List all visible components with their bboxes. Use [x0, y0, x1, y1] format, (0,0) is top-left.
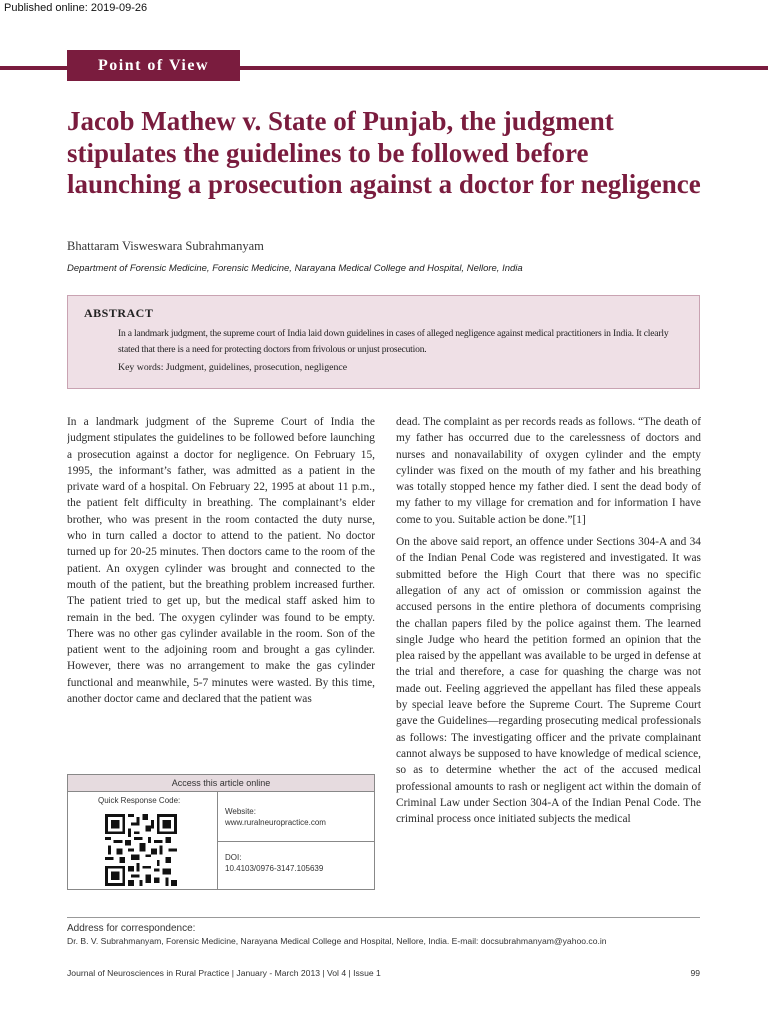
abstract-keywords: Key words: Judgment, guidelines, prosecution, negligence [118, 362, 348, 373]
page-number: 99 [690, 968, 700, 978]
doi-label: DOI: [225, 853, 242, 862]
body-paragraph: In a landmark judgment of the Supreme Court of India the judgment stipulates the guidelines to be followed before launching a prosecution against a doctor for negligence. On February 15, 1995, the informant’s father, was admitted as a patient in the private ward of a hospital. On February 22, 1995 at about 11 p.m., the patient felt difficulty in breathing. The complainant’s elder brother, who was present in the room contacted the duty nurse, who in turn called a doctor to attend to the patient. No doctor turned up for 20-25 minutes. Then doctors came to the room of the patient. An oxygen cylinder was brought and connected to the mouth of the patient, but the breathing problem increased further. The patient tried to get up, but the medical staff asked him to remain in the bed. The oxygen cylinder was found to be empty. There was no other gas cylinder available in the room. Son of the patient went to the adjoining room and brought a gas cylinder. However, there was no arrangement to make the gas cylinder functional and meanwhile, 5-7 minutes were wasted. By this time, another doctor came and declared that the patient was [67, 416, 375, 706]
access-online-box [67, 774, 375, 890]
body-left-column [67, 414, 375, 766]
author-affiliation: Department of Forensic Medicine, Forensic Medicine, Narayana Medical College and Hospital, Nellore, India [67, 263, 523, 274]
correspondence-text: Dr. B. V. Subrahmanyam, Forensic Medicine, Narayana Medical College and Hospital, Nellore, India. E-mail: docsubrahmanyam@yahoo.co.in [67, 936, 607, 946]
abstract-text: In a landmark judgment, the supreme court of India laid down guidelines in cases of alleged negligence against medical practitioners in India. It clearly stated that there is a need for protecting doctors from frivolous or unjust prosecution. [118, 328, 669, 355]
journal-info: Journal of Neurosciences in Rural Practice | January - March 2013 | Vol 4 | Issue 1 [67, 968, 381, 978]
website-label: Website: [225, 807, 256, 816]
correspondence-heading: Address for correspondence: [67, 923, 196, 934]
page-footer [67, 968, 700, 978]
section-label: Point of View [67, 50, 240, 81]
author-name: Bhattaram Visweswara Subrahmanyam [67, 239, 264, 253]
doi-value[interactable]: 10.4103/0976-3147.105639 [225, 864, 324, 873]
body-paragraph: On the above said report, an offence under Sections 304-A and 34 of the Indian Penal Code was registered and investigated. It was submitted before the High Court that there was no specific allegation of any act of omission or commission against the accused persons in the entire plethora of documents comprising the challan papers filed by the police against them. The learned single Judge who heard the petition formed an opinion that the plea raised by the appellant was available to be urged in defense at the trial and therefore, a case for quashing the charge was not made out. Feeling aggrieved the appellant has filed these appeals by special leave before the Supreme Court. The Supreme Court gave the Guidelines—regarding prosecuting medical professionals as follows: The investigating officer and the private complainant cannot always be supposed to have knowledge of medical science, so as to determine whether the act of the accused medical professional amounts to rash or negligent act within the domain of Criminal Law under Section 304-A of the Indian Penal Code. The criminal process once initiated subjects the medical [396, 536, 701, 826]
article-title: Jacob Mathew v. State of Punjab, the judgment stipulates the guidelines to be followed before launching a prosecution against a doctor for negligence [67, 106, 701, 199]
abstract-heading: ABSTRACT [84, 306, 154, 320]
website-link[interactable]: www.ruralneuropractice.com [225, 818, 326, 827]
qr-cell [68, 792, 218, 889]
abstract-box [67, 295, 700, 389]
correspondence-rule [67, 917, 700, 918]
access-heading: Access this article online [68, 775, 374, 792]
body-paragraph: dead. The complaint as per records reads as follows. “The death of my father has occurred due to the carelessness of doctors and nurses and nonavailability of oxygen cylinder and the empty cylinder was fixed on the mouth of my father and his breathing was totally stopped hence my father died. I sent the dead body of my father to my village for cremation and for information I have come to you. Suitable action be done.”[1] [396, 416, 701, 526]
published-date: Published online: 2019-09-26 [4, 2, 148, 14]
qr-label: Quick Response Code: [98, 796, 181, 805]
website-cell [218, 792, 374, 842]
qr-code-icon [105, 814, 177, 886]
doi-cell [218, 842, 374, 889]
body-right-column [396, 414, 701, 904]
